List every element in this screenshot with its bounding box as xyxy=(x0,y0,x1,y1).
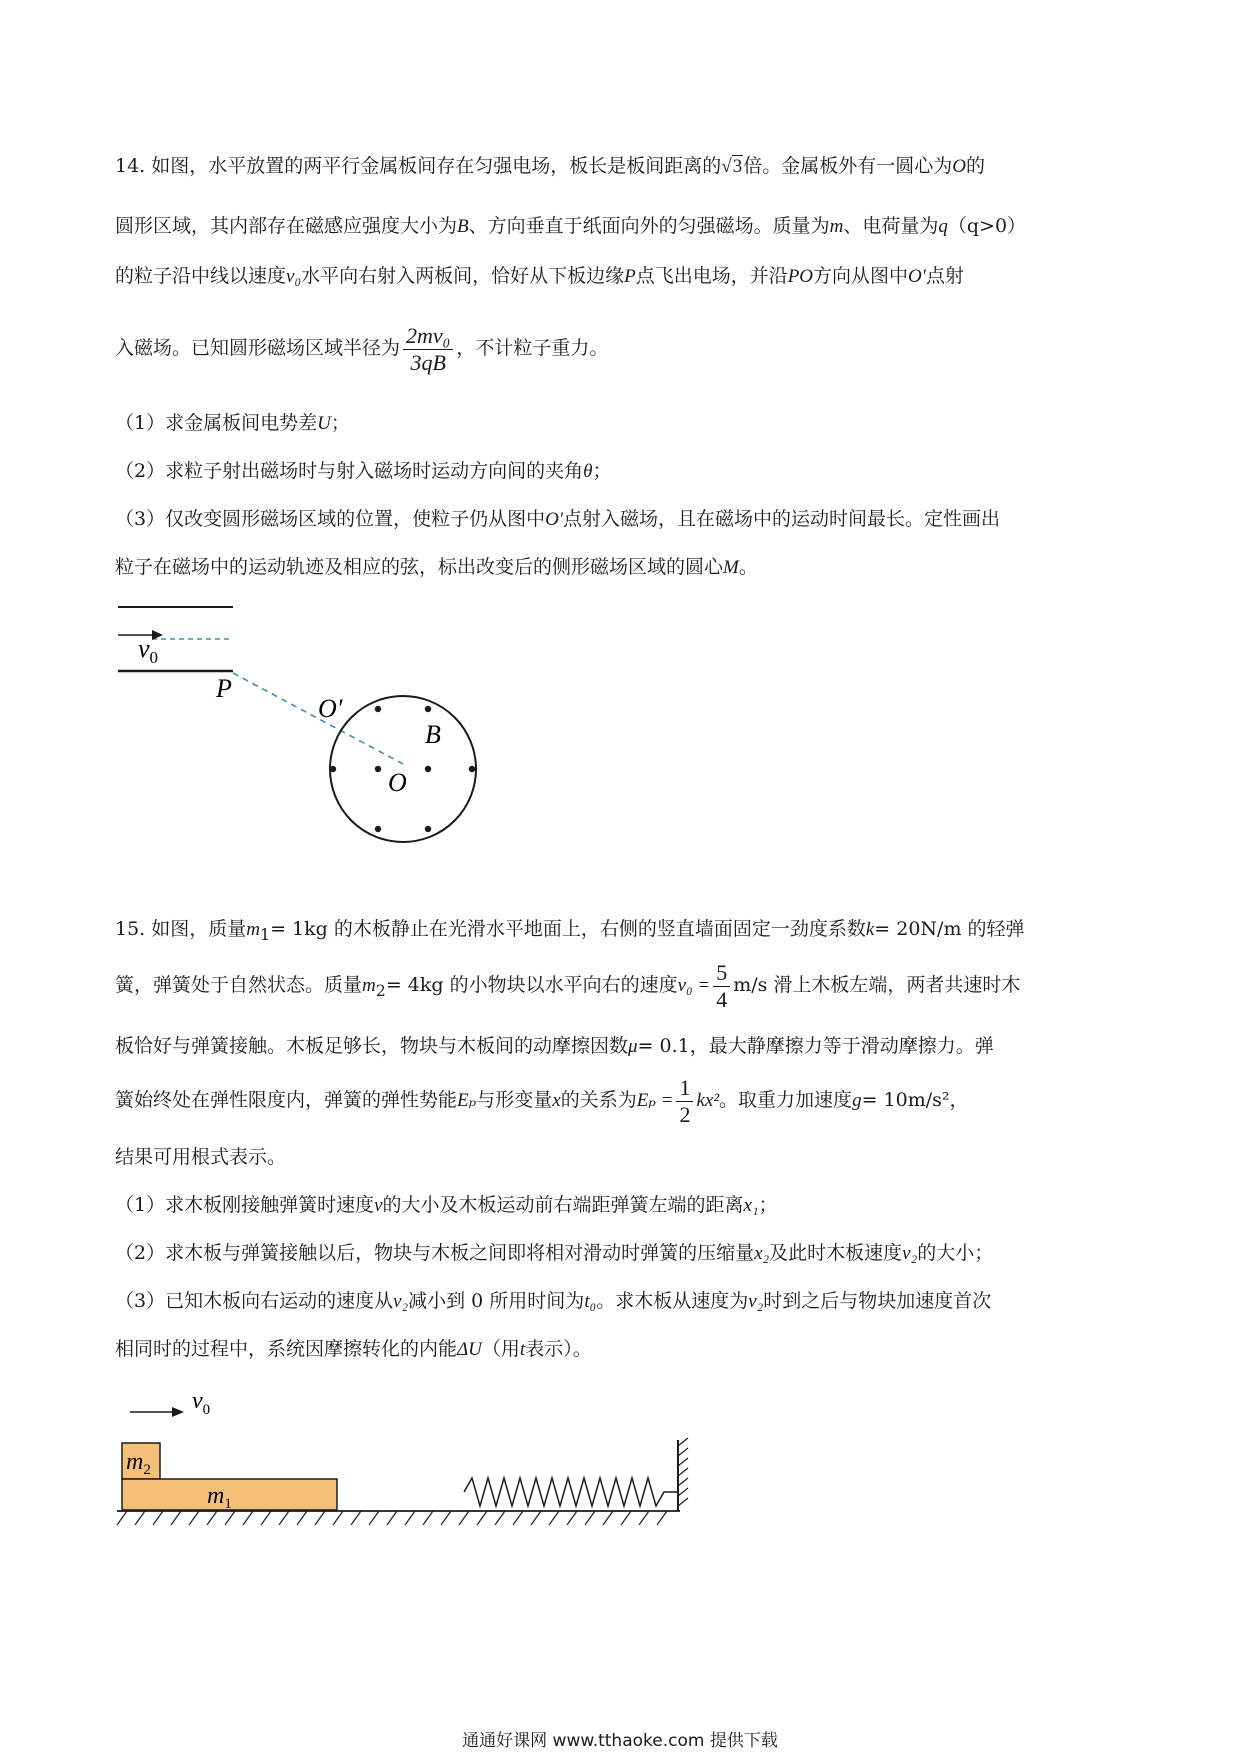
label-v0: $v_0$ xyxy=(192,1388,211,1418)
q15-line-1: 15. 如图，质量$m_1= 1kg$ 的木板静止在光滑水平地面上，右侧的竖直墙面固定一劲度系数k= 20N/m 的轻弹 xyxy=(115,918,1025,944)
field-dot xyxy=(425,826,431,832)
field-dot xyxy=(425,766,431,772)
label-B: B xyxy=(425,720,441,749)
radius-fraction: $\frac{\text{2mv₀}}{3qB}$ xyxy=(403,323,453,376)
q14-line-2: 圆形区域，其内部存在磁感应强度大小为B、方向垂直于纸面向外的匀强磁场。质量为m、电荷量为q（q>0） xyxy=(115,215,1027,237)
q14-line-4: 入磁场。已知圆形磁场区域半径为 $\frac{\text{2mv₀}}{3qB}$ ，不计粒子重力。 xyxy=(115,322,609,375)
ground-hatching xyxy=(117,1511,667,1525)
q15-line-2: 簧，弹簧处于自然状态。质量$m_2= 4kg$ 的小物块以水平向右的速度v₀ = $\frac{5}{4}$ m/s 滑上木板左端，两者共速时木 xyxy=(115,959,1021,1012)
label-O-prime: O′ xyxy=(318,694,343,723)
q14-line-1: 14. 如图，水平放置的两平行金属板间存在匀强电场，板长是板间距离的√3倍。金属板外有一圆心为O的 xyxy=(115,155,985,177)
q14-line-3: 的粒子沿中线以速度v₀水平向右射入两板间，恰好从下板边缘P点飞出电场，并沿PO方向从图中O′点射 xyxy=(115,265,964,287)
q14-part-2: （2）求粒子射出磁场时与射入磁场时运动方向间的夹角θ； xyxy=(115,460,612,482)
field-dot xyxy=(330,766,336,772)
label-P: P xyxy=(216,674,232,703)
label-v0: $v_0$ xyxy=(138,634,159,667)
v0-fraction: $\frac{5}{4}$ xyxy=(713,960,730,1013)
q15-line-3: 板恰好与弹簧接触。木板足够长，物块与木板间的动摩擦因数μ= 0.1，最大静摩擦力等于滑动摩擦力。弹 xyxy=(115,1035,994,1057)
field-dot xyxy=(375,706,381,712)
arrow-head-icon xyxy=(172,1407,184,1417)
label-O: O xyxy=(388,768,407,797)
wall-hatching xyxy=(678,1438,688,1506)
q15-part-2: （2）求木板与弹簧接触以后，物块与木板之间即将相对滑动时弹簧的压缩量x₂及此时木板速度v₂的大小； xyxy=(115,1242,994,1264)
q14-part-1: （1）求金属板间电势差U； xyxy=(115,412,350,434)
q15-part-1: （1）求木板刚接触弹簧时速度v的大小及木板运动前右端距弹簧左端的距离x₁； xyxy=(115,1194,778,1216)
field-dot xyxy=(469,766,475,772)
sqrt-3: √3 xyxy=(721,156,743,177)
field-dot xyxy=(375,766,381,772)
q15-part-3b: 相同时的过程中，系统因摩擦转化的内能ΔU（用t表示）。 xyxy=(115,1338,592,1360)
label-m2: $m_2$ xyxy=(126,1449,151,1478)
q15-line-4: 簧始终处在弹性限度内，弹簧的弹性势能Eₚ与形变量x的关系为Eₚ = $\frac{1}{2}$ kx²。取重力加速度g= 10m/s²， xyxy=(115,1074,969,1127)
field-dot xyxy=(425,706,431,712)
q15-part-3a: （3）已知木板向右运动的速度从v₂减小到 0 所用时间为t₀。求木板从速度为v₂时到之后与物块加速度首次 xyxy=(115,1290,992,1312)
footer-source: 通通好课网 www.tthaoke.com 提供下载 xyxy=(462,1731,778,1751)
spring xyxy=(464,1478,677,1506)
q14-part-3b: 粒子在磁场中的运动轨迹及相应的弦，标出改变后的侧形磁场区域的圆心M。 xyxy=(115,556,758,578)
half-fraction: $\frac{1}{2}$ xyxy=(676,1075,693,1128)
field-dot xyxy=(375,826,381,832)
q14-part-3a: （3）仅改变圆形磁场区域的位置，使粒子仍从图中O′点射入磁场，且在磁场中的运动时间最长。定性画出 xyxy=(115,508,1000,530)
q15-line-5: 结果可用根式表示。 xyxy=(115,1146,287,1168)
figure-15-spring-block xyxy=(0,1380,1240,1530)
label-m1: $m_1$ xyxy=(207,1483,232,1512)
